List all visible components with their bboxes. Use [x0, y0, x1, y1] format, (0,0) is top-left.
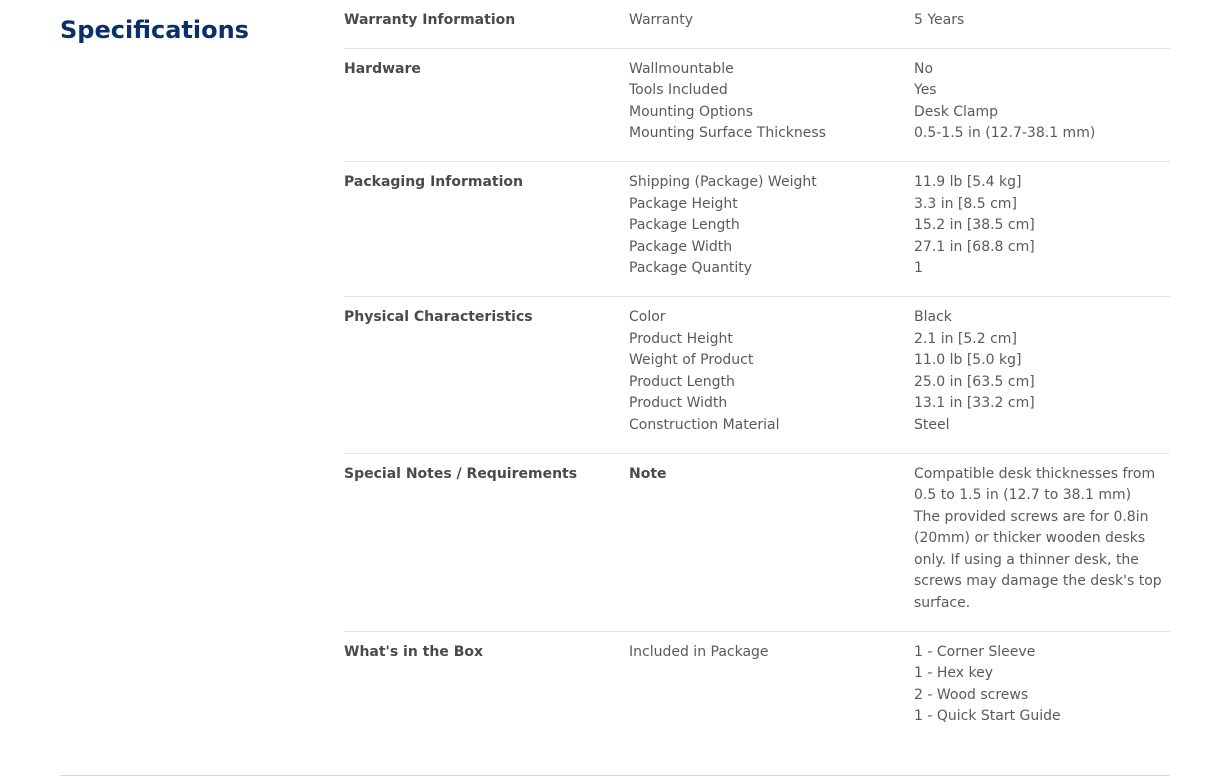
attribute-value: 3.3 in [8.5 cm]	[914, 195, 1017, 212]
attribute-names	[629, 172, 914, 280]
attribute-value: 27.1 in [68.8 cm]	[914, 238, 1035, 255]
attribute-name: Tools Included	[629, 82, 728, 99]
attribute-names	[629, 59, 914, 145]
section-label: Packaging Information	[344, 173, 523, 190]
attribute-value: The provided screws are for 0.8in (20mm) or thicker wooden desks only. If using a thinner desk, the screws may damage the desk's top surface.	[914, 508, 1162, 612]
attribute-name: Product Height	[629, 330, 733, 347]
attribute-name: Wallmountable	[629, 60, 734, 77]
section-packaging-information	[344, 162, 1170, 297]
attribute-name: Mounting Surface Thickness	[629, 125, 826, 142]
attribute-names	[629, 464, 914, 615]
attribute-value: 13.1 in [33.2 cm]	[914, 395, 1035, 412]
section-label: Special Notes / Requirements	[344, 465, 578, 482]
attribute-name: Construction Material	[629, 416, 780, 433]
attribute-name: Mounting Options	[629, 103, 753, 120]
attribute-value: No	[914, 60, 934, 77]
attribute-names	[629, 642, 914, 728]
attribute-name: Package Height	[629, 195, 738, 212]
attribute-name: Weight of Product	[629, 352, 754, 369]
attribute-values	[914, 10, 1170, 32]
attribute-value: Yes	[914, 82, 937, 99]
attribute-name: Package Length	[629, 217, 740, 234]
specifications-table	[344, 0, 1170, 745]
section-hardware	[344, 49, 1170, 162]
attribute-value: 2 - Wood screws	[914, 686, 1029, 703]
section-label: Physical Characteristics	[344, 308, 533, 325]
attribute-name: Note	[629, 465, 667, 482]
attribute-value: 11.9 lb [5.4 kg]	[914, 173, 1022, 190]
attribute-value: 25.0 in [63.5 cm]	[914, 373, 1035, 390]
attribute-value: Desk Clamp	[914, 103, 999, 120]
attribute-values	[914, 642, 1170, 728]
attribute-value: 1 - Corner Sleeve	[914, 643, 1036, 660]
section-physical-characteristics	[344, 297, 1170, 454]
attribute-name: Package Quantity	[629, 260, 752, 277]
attribute-names	[629, 307, 914, 437]
attribute-values	[914, 172, 1170, 280]
attribute-values	[914, 59, 1170, 145]
attribute-name: Color	[629, 308, 666, 325]
attribute-values	[914, 464, 1170, 615]
section-whats-in-the-box	[344, 632, 1170, 745]
attribute-names	[629, 10, 914, 32]
attribute-name: Included in Package	[629, 643, 769, 660]
section-special-notes	[344, 454, 1170, 632]
section-label: What's in the Box	[344, 643, 484, 660]
attribute-value: 0.5-1.5 in (12.7-38.1 mm)	[914, 125, 1096, 142]
section-warranty-information	[344, 0, 1170, 49]
attribute-name: Product Length	[629, 373, 735, 390]
attribute-value: 1 - Hex key	[914, 665, 993, 682]
attribute-value: 15.2 in [38.5 cm]	[914, 217, 1035, 234]
attribute-name: Package Width	[629, 238, 733, 255]
attribute-name: Shipping (Package) Weight	[629, 173, 817, 190]
section-label: Hardware	[344, 60, 421, 77]
attribute-value: 1 - Quick Start Guide	[914, 708, 1061, 725]
attribute-value: 5 Years	[914, 12, 965, 28]
attribute-value: 11.0 lb [5.0 kg]	[914, 352, 1022, 369]
attribute-values	[914, 307, 1170, 437]
attribute-value: 1	[914, 260, 923, 277]
attribute-name: Product Width	[629, 395, 728, 412]
section-label: Warranty Information	[344, 12, 516, 28]
attribute-value: 2.1 in [5.2 cm]	[914, 330, 1017, 347]
attribute-value: Black	[914, 308, 952, 325]
attribute-value: Steel	[914, 416, 950, 433]
bottom-divider	[60, 775, 1170, 776]
page-title: Specifications	[60, 16, 249, 44]
attribute-name: Warranty	[629, 12, 694, 28]
attribute-value: Compatible desk thicknesses from 0.5 to 1.5 in (12.7 to 38.1 mm)	[914, 465, 1156, 504]
